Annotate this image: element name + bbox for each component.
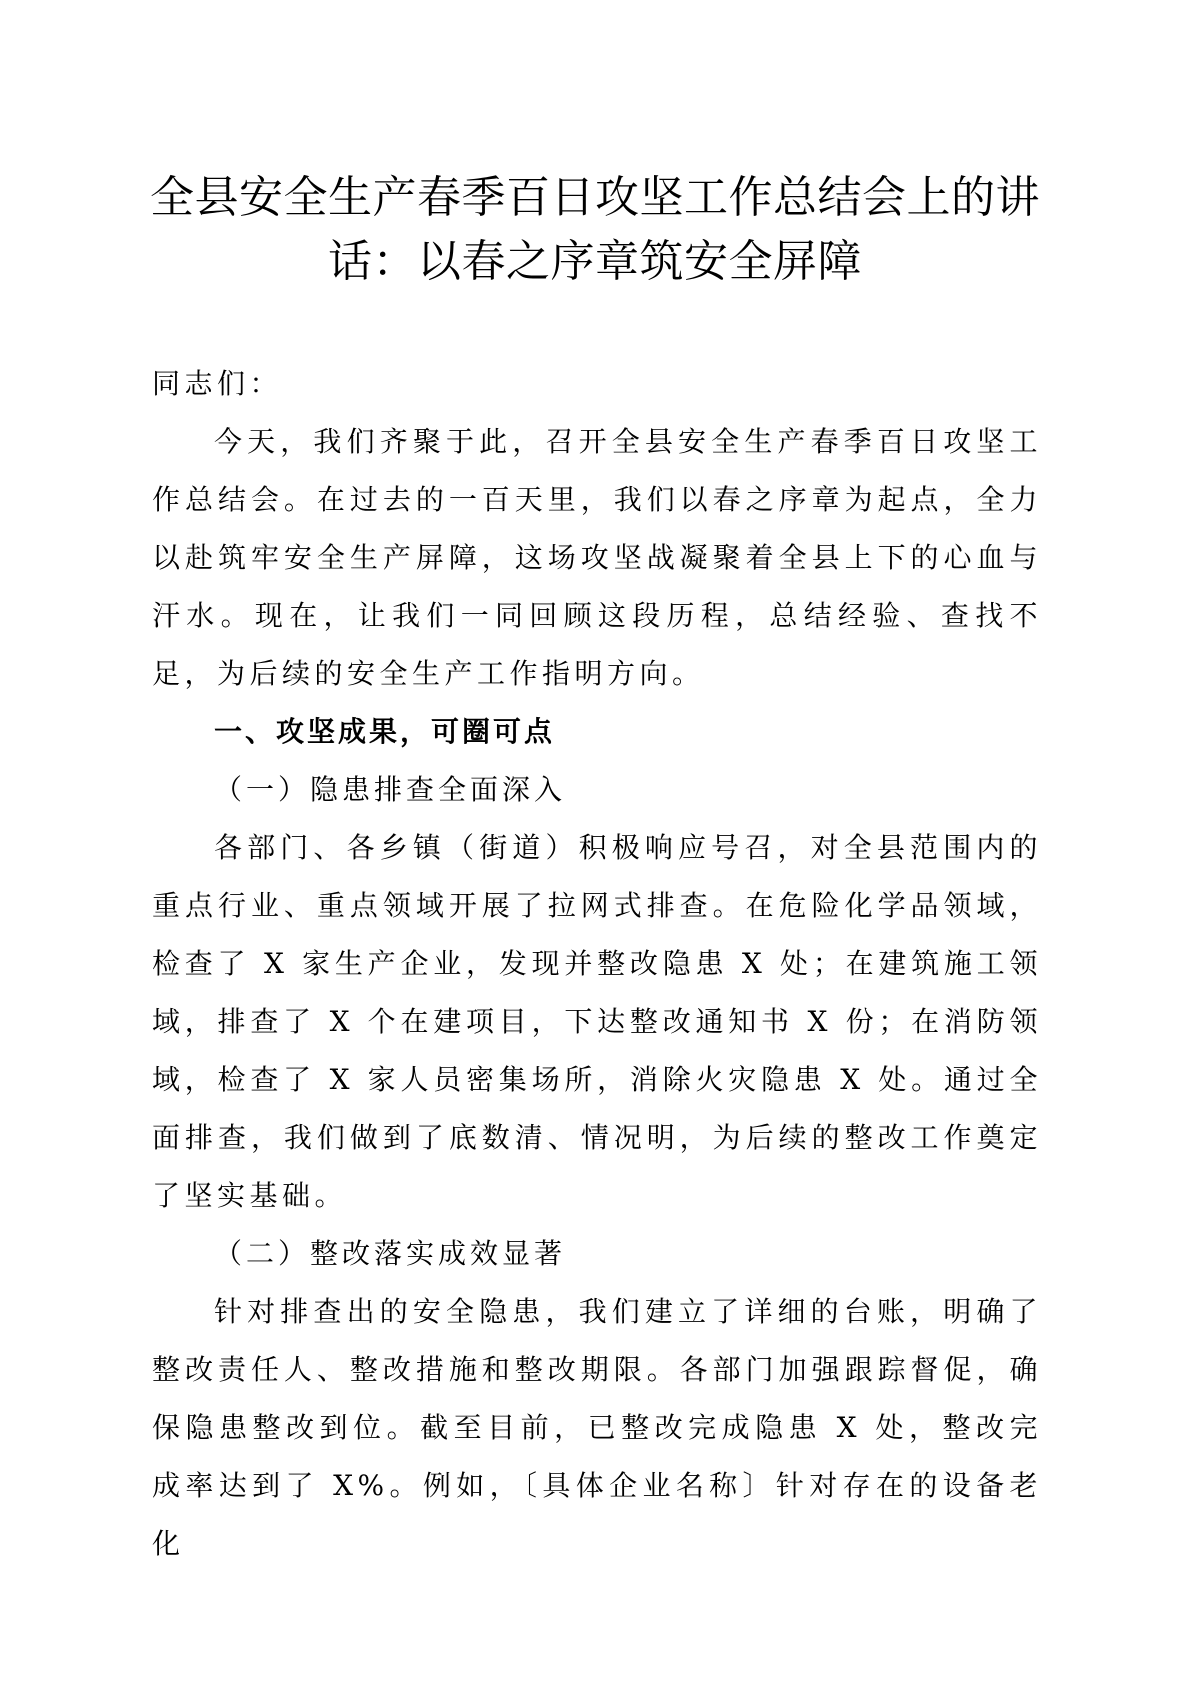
salutation: 同志们： bbox=[152, 367, 283, 400]
subsection-heading-2: （二）整改落实成效显著 bbox=[214, 1237, 567, 1270]
intro-paragraph: 今天，我们齐聚于此，召开全县安全生产春季百日攻坚工作总结会。在过去的一百天里，我们以春之序章为起点，全力以赴筑牢安全生产屏障，这场攻坚战凝聚着全县上下的心血与汗水。现在，让我们一同回顾这段历程，总结经验、查找不足，为后续的安全生产工作指明方向。 bbox=[152, 425, 1042, 690]
document-title: 全县安全生产春季百日攻坚工作总结会上的讲话：以春之序章筑安全屏障 bbox=[150, 172, 1040, 287]
subsection-paragraph-2: 针对排查出的安全隐患，我们建立了详细的台账，明确了整改责任人、整改措施和整改期限。各部门加强跟踪督促，确保隐患整改到位。截至目前，已整改完成隐患 X 处，整改完成率达到了 X%。例如，〔具体企业名称〕针对存在的设备老化 bbox=[152, 1295, 1042, 1560]
subsection-heading-1: （一）隐患排查全面深入 bbox=[214, 773, 567, 806]
document-body bbox=[152, 355, 1042, 1573]
section-heading-1: 一、攻坚成果，可圈可点 bbox=[214, 715, 556, 748]
subsection-paragraph-1: 各部门、各乡镇（街道）积极响应号召，对全县范围内的重点行业、重点领域开展了拉网式排查。在危险化学品领域，检查了 X 家生产企业，发现并整改隐患 X 处；在建筑施工领域，排查了 X 个在建项目，下达整改通知书 X 份；在消防领域，检查了 X 家人员密集场所，消除火灾隐患 X 处。通过全面排查，我们做到了底数清、情况明，为后续的整改工作奠定了坚实基础。 bbox=[152, 831, 1042, 1212]
